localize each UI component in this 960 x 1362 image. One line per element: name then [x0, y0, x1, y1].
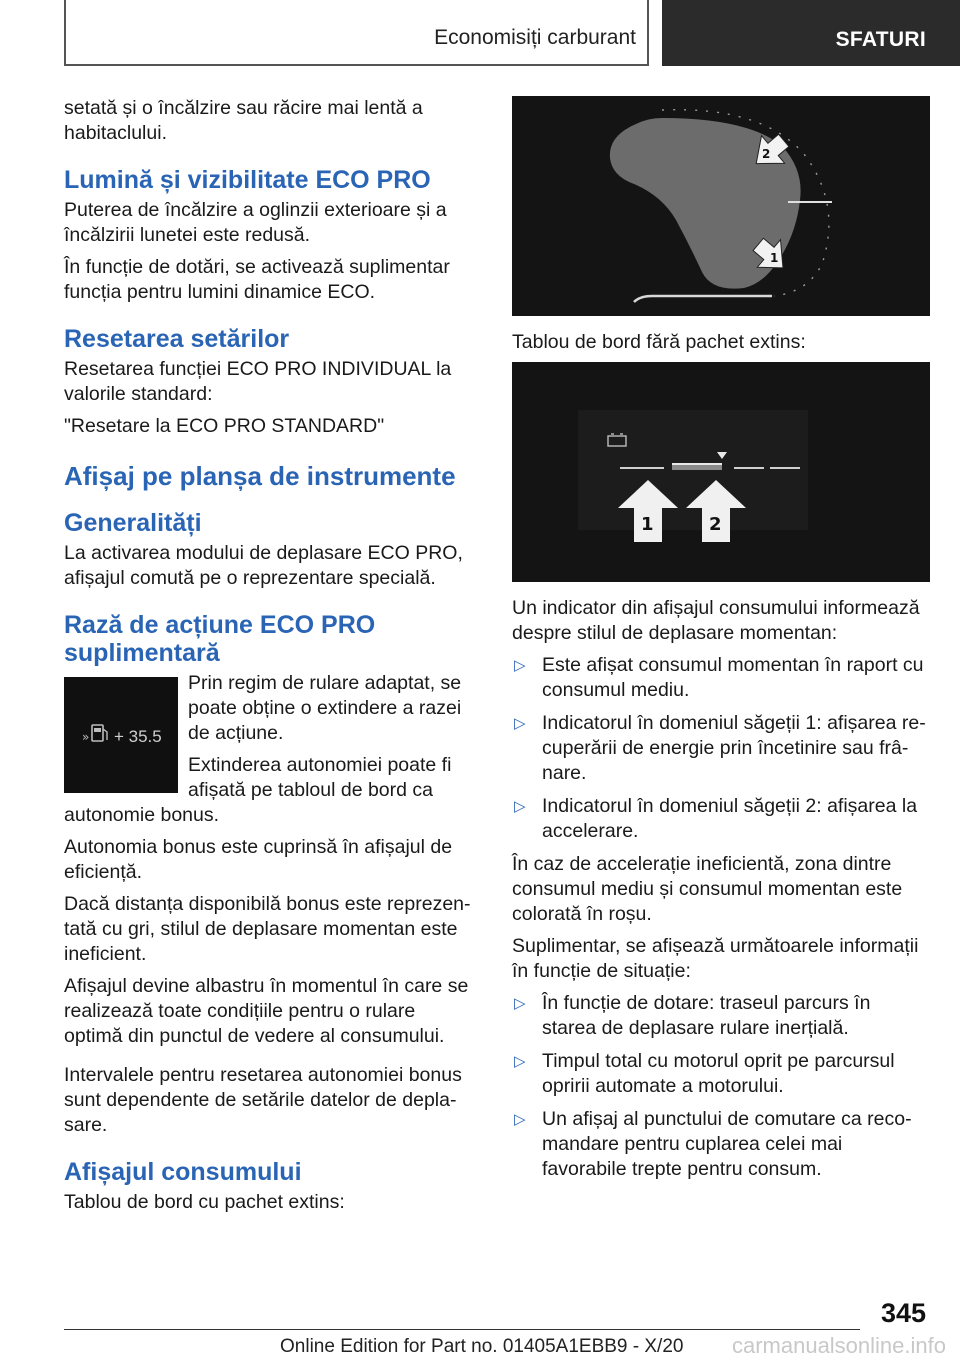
bonus-range-image — [64, 677, 178, 793]
heading-consumption-display: Afișajul consumului — [64, 1158, 302, 1186]
bullet-triangle-icon: ▷ — [514, 798, 526, 815]
heading-eco-range: Rază de acțiune ECO PRO suplimentară — [64, 611, 376, 667]
bar-arrow-2-label: 2 — [709, 514, 722, 535]
page-number: 345 — [880, 1298, 926, 1328]
consumption-bar-graphic — [512, 362, 930, 582]
consumption-gauge-graphic — [512, 96, 930, 316]
heading-general: Generalități — [64, 509, 202, 537]
reset-paragraph-2: "Resetare la ECO PRO STANDARD" — [64, 415, 385, 437]
heading-instrument-display: Afișaj pe planșa de instrumente — [64, 461, 456, 491]
gauge-arrow-1-label: 1 — [770, 251, 779, 265]
svg-text:»: » — [82, 730, 90, 744]
list-item: ▷ Timpul total cu motorul oprit pe parcursul opririi automate a motorului. — [514, 1050, 895, 1097]
indicator-paragraph: Un indicator din afișajul consumului informează despre stilul de deplasare momentan: — [512, 597, 920, 644]
header-rule-bottom — [64, 64, 648, 66]
additional-paragraph: Suplimentar, se afișează următoarele informații în funcție de situație: — [512, 935, 919, 982]
bullet-triangle-icon: ▷ — [514, 995, 526, 1012]
gauge-arrow-2-label: 2 — [762, 147, 771, 161]
light-paragraph-2: În funcție de dotări, se activează suplimentar funcția pentru lumini dinamice ECO. — [64, 256, 450, 303]
range-paragraph-6: Intervalele pentru resetarea autonomiei bonus sunt dependente de setările datelor de deplasare. — [64, 1064, 462, 1136]
list-item: ▷ Un afișaj al punctului de comutare ca recomandare pentru cuplarea celei mai favorabile trepte pentru consum. — [514, 1108, 912, 1180]
left-column — [64, 96, 478, 1222]
heading-reset-settings: Resetarea setărilor — [64, 325, 290, 353]
indicator-list — [512, 653, 930, 844]
bullet-triangle-icon: ▷ — [514, 657, 526, 674]
extended-dashboard-image — [512, 96, 930, 316]
bonus-range-value: + 35.5 — [114, 727, 162, 746]
list-item: ▷ În funcție de dotare: traseul parcurs în starea de deplasare rulare inerțială. — [514, 992, 871, 1039]
basic-dashboard-image — [512, 362, 930, 582]
bullet-triangle-icon: ▷ — [514, 1111, 526, 1128]
bullet-triangle-icon: ▷ — [514, 715, 526, 732]
intro-paragraph: setată și o încălzire sau răcire mai lentă a habitaclului. — [64, 97, 423, 144]
list-item: ▷ Indicatorul în domeniul săgeții 1: afișarea recuperării de energie prin încetinire sau frânare. — [514, 712, 926, 784]
footer-watermark: carmanualsonline.info — [731, 1333, 946, 1358]
heading-light-visibility: Lumină și vizibilitate ECO PRO — [64, 166, 431, 194]
right-column — [512, 96, 930, 1190]
bar-arrow-1-label: 1 — [641, 514, 654, 535]
list-item: ▷ Indicatorul în domeniul săgeții 2: afișarea la accelerare. — [514, 795, 918, 842]
inefficient-paragraph: În caz de accelerație ineficientă, zona dintre consumul mediu și consumul momentan este colorată în roșu. — [512, 853, 903, 925]
range-paragraph-5: Afișajul devine albastru în momentul în care se realizează toate condițiile pentru o rulare optimă din punctul de vedere al consumului. — [64, 975, 469, 1047]
reset-paragraph-1: Resetarea funcției ECO PRO INDIVIDUAL la valorile standard: — [64, 358, 452, 405]
range-paragraph-2: Extinderea autonomiei poate fi afișată pe tabloul de bord ca autonomie bonus. — [64, 754, 452, 826]
caption-no-extended: Tablou de bord fără pachet extins: — [512, 331, 806, 353]
header-chapter-label: SFATURI — [835, 28, 926, 51]
header-rule-mid — [647, 0, 649, 66]
light-paragraph-1: Puterea de încălzire a oglinzii exterioare și a încălzirii lunetei este redusă. — [64, 199, 447, 246]
range-paragraph-1: Prin regim de rulare adaptat, se poate obține o extindere a razei de acțiune. — [188, 672, 462, 744]
list-item: ▷ Este afișat consumul momentan în raport cu consumul mediu. — [514, 654, 924, 701]
header-section-title: Economisiți carburant — [434, 26, 636, 49]
footer-edition: Online Edition for Part no. 01405A1EBB9 - X/20 — [280, 1336, 684, 1357]
bullet-triangle-icon: ▷ — [514, 1053, 526, 1070]
range-paragraph-4: Dacă distanța disponibilă bonus este reprezentată cu gri, stilul de deplasare momentan este ineficient. — [64, 893, 471, 965]
range-paragraph-3: Autonomia bonus este cuprinsă în afișajul de eficiență. — [64, 836, 453, 883]
additional-list — [512, 991, 930, 1182]
header-chapter-tab — [662, 0, 960, 66]
consumption-paragraph: Tablou de bord cu pachet extins: — [64, 1191, 345, 1213]
footer-rule — [64, 1329, 860, 1330]
general-paragraph: La activarea modului de deplasare ECO PRO, afișajul comută pe o reprezentare specială. — [64, 542, 463, 589]
